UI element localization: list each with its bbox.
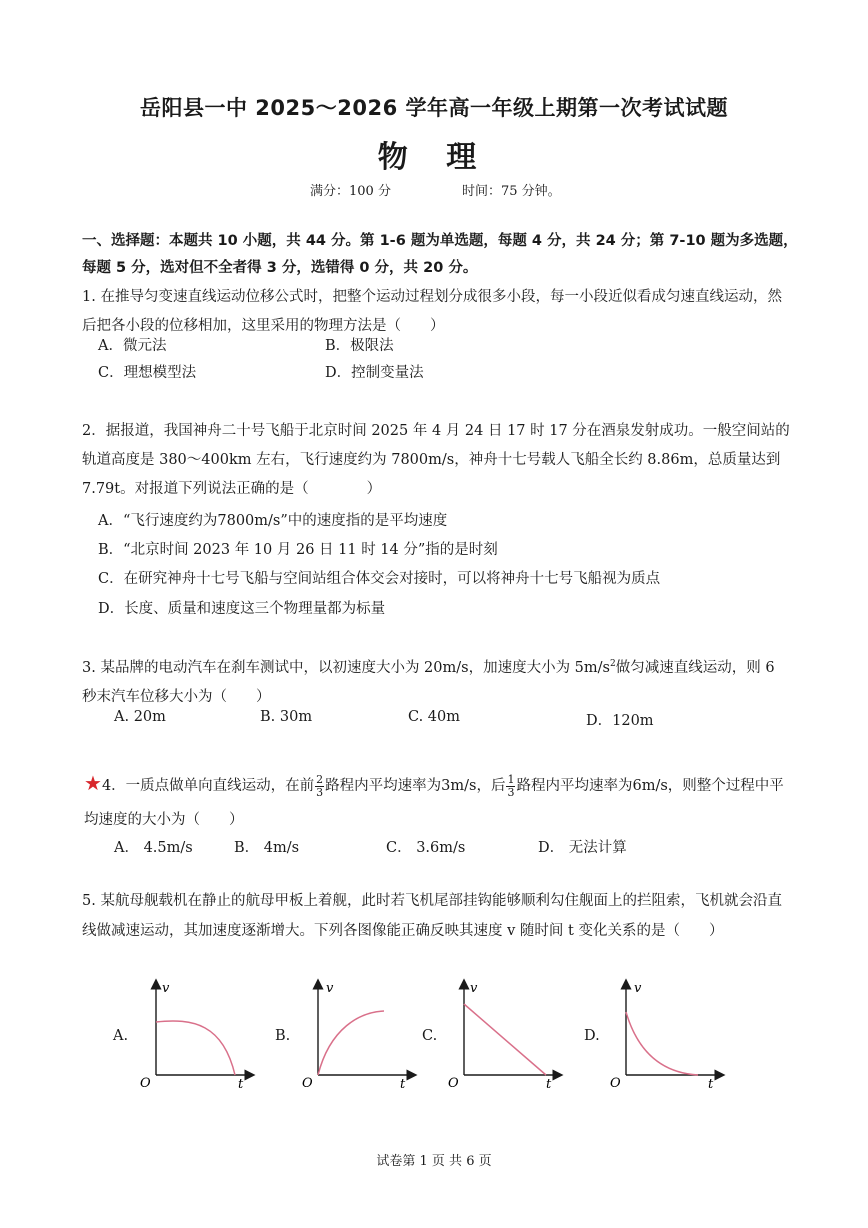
curve-c: [464, 1004, 546, 1075]
subject-title: 物 理: [377, 140, 491, 175]
graph-d: [608, 978, 728, 1090]
q1-option-b: B．极限法: [325, 338, 394, 354]
q1-option-a: A．微元法: [98, 338, 167, 354]
origin-label: O: [610, 1076, 621, 1090]
graph-c: [446, 978, 566, 1090]
graph-b: [300, 978, 420, 1090]
q5-option-a-label: A.: [113, 1028, 129, 1044]
q2-option-c: C．在研究神舟十七号飞船与空间站组合体交会对接时，可以将神舟十七号飞船视为质点: [98, 571, 661, 587]
axis-t-label: t: [400, 1077, 406, 1090]
q3-stem-before: 3. 某品牌的电动汽车在刹车测试中，以初速度大小为 20m/s，加速度大小为 5m/s: [82, 659, 610, 676]
fraction-2-denominator: 3: [507, 785, 515, 799]
axis-v-label: v: [470, 981, 478, 996]
curve-d: [626, 1012, 698, 1075]
q1-option-c: C．理想模型法: [98, 365, 197, 381]
q2-option-b: B．“北京时间 2023 年 10 月 26 日 11 时 14 分”指的是时刻: [98, 542, 498, 558]
q3-option-b: B. 30m: [260, 709, 313, 725]
full-score: 满分：100 分: [310, 184, 391, 199]
axis-v-label: v: [326, 981, 334, 996]
question-4-stem: [84, 766, 796, 837]
q2-option-d: D．长度、质量和速度这三个物理量都为标量: [98, 601, 386, 617]
q4-option-c: C． 3.6m/s: [386, 840, 466, 856]
q5-option-b-label: B.: [275, 1028, 291, 1044]
curve-a: [156, 1021, 235, 1075]
page-footer: 试卷第 1 页 共 6 页: [376, 1154, 492, 1169]
fraction-2-numerator: 1: [507, 772, 515, 786]
graph-a: [138, 978, 258, 1090]
q4-part1: 4．一质点做单向直线运动，在前: [101, 778, 315, 794]
q4-part2: 路程内平均速率为3m/s，后: [325, 778, 506, 794]
axis-v-label: v: [634, 981, 642, 996]
question-1-stem: 1. 在推导匀变速直线运动位移公式时，把整个运动过程划分成很多小段，每一小段近似看成匀速直线运动，然后把各小段的位移相加，这里采用的物理方法是（ ）: [82, 289, 782, 334]
fraction-one-third: [506, 774, 515, 799]
q5-option-c-label: C.: [422, 1028, 438, 1044]
fraction-1-denominator: 3: [316, 785, 324, 799]
question-2-stem: 2．据报道，我国神舟二十号飞船于北京时间 2025 年 4 月 24 日 17 时 17 分在酒泉发射成功。一般空间站的轨道高度是 380～400km 左右，飞行速度约为 7800m/s，神舟十七号载人飞船全长约 8.86m，总质量达到 7.79t。对报道下列说法正确的是（ ）: [82, 423, 790, 497]
q4-option-b: B． 4m/s: [234, 840, 300, 856]
q4-part3: 路程内平均速率为6m/s，则整个过程中平均速度的大小为（ ）: [84, 778, 784, 828]
q1-option-d: D．控制变量法: [325, 365, 424, 381]
question-3-stem: [82, 650, 792, 712]
origin-label: O: [140, 1076, 151, 1090]
q3-stem-sup: 2: [610, 659, 616, 669]
q5-option-d-label: D.: [584, 1028, 600, 1044]
q4-option-d: D． 无法计算: [538, 840, 627, 856]
fraction-two-thirds: [315, 774, 324, 799]
axis-t-label: t: [546, 1077, 552, 1090]
q2-option-a: A．“飞行速度约为7800m/s”中的速度指的是平均速度: [98, 513, 448, 529]
axis-v-label: v: [162, 981, 170, 996]
q3-stem-after: 做匀减速直线运动，则 6 秒末汽车位移大小为（ ）: [82, 659, 775, 705]
origin-label: O: [302, 1076, 313, 1090]
exam-time: 时间：75 分钟。: [462, 184, 561, 199]
axis-t-label: t: [238, 1077, 244, 1090]
axis-t-label: t: [708, 1077, 714, 1090]
q3-option-c: C. 40m: [408, 709, 460, 725]
star-mark-icon: ★: [84, 771, 102, 795]
q3-option-d: D．120m: [586, 713, 654, 729]
q3-option-a: A. 20m: [114, 709, 166, 725]
question-5-stem: 5. 某航母舰载机在静止的航母甲板上着舰，此时若飞机尾部挂钩能够顺利勾住舰面上的拦阻索，飞机就会沿直线做减速运动，其加速度逐渐增大。下列各图像能正确反映其速度 v 随时间 t 变化关系的是（ ）: [82, 893, 782, 939]
section-heading: 一、选择题：本题共 10 小题，共 44 分。第 1-6 题为单选题，每题 4 分，共 24 分；第 7-10 题为多选题，每题 5 分，选对但不全者得 3 分，选错得 0 分，共 20 分。: [82, 233, 798, 276]
fraction-1-numerator: 2: [316, 772, 324, 786]
q4-option-a: A． 4.5m/s: [114, 840, 193, 856]
curve-b: [318, 1011, 384, 1075]
exam-title: 岳阳县一中 2025～2026 学年高一年级上期第一次考试试题: [139, 96, 728, 120]
origin-label: O: [448, 1076, 459, 1090]
